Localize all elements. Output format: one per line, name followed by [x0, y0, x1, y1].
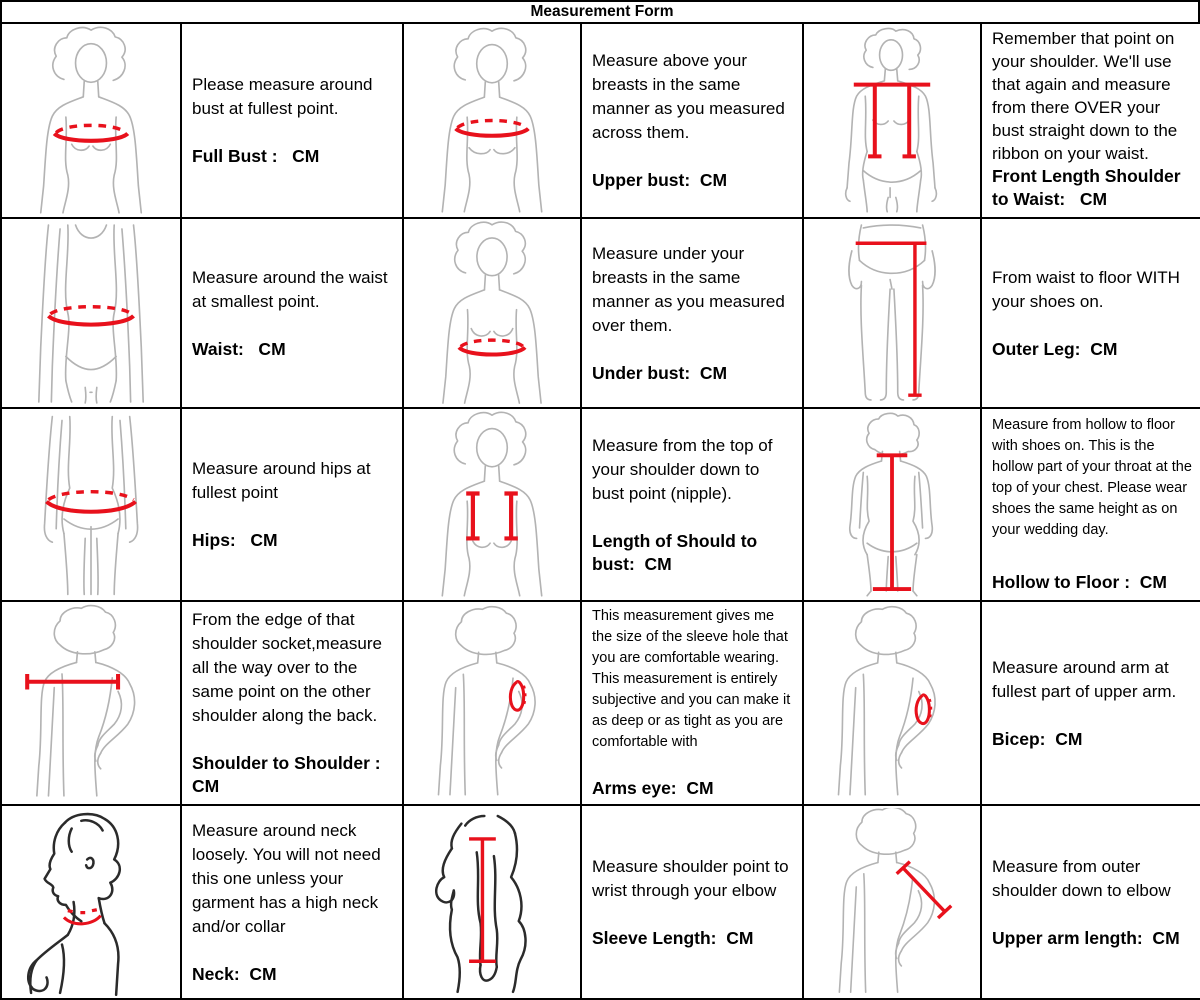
upper-bust-illustration	[404, 24, 582, 219]
outer-leg-label: Outer Leg: CM	[992, 338, 1118, 359]
hollow-to-floor-label: Hollow to Floor : CM	[992, 572, 1167, 592]
upper-bust-cell	[582, 24, 804, 219]
upper-bust-figure-icon	[406, 26, 578, 215]
full-bust-illustration	[2, 24, 182, 219]
page-title: Measurement Form	[2, 2, 1200, 24]
hips-instruction: Measure around hips at fullest point	[192, 459, 371, 502]
hips-label: Hips: CM	[192, 530, 278, 550]
upper-bust-label: Upper bust: CM	[592, 170, 728, 190]
outer-leg-illustration	[804, 219, 982, 409]
neck-figure-icon	[4, 808, 178, 996]
under-bust-figure-icon	[406, 221, 578, 405]
hollow-to-floor-instruction: Measure from hollow to floor with shoes on. This is the hollow part of your throat at the top of your chest. Please wear shoes the same height as on your wedding day.	[992, 417, 1192, 538]
shoulder-to-bust-figure-icon	[406, 411, 578, 598]
front-length-illustration	[804, 24, 982, 219]
arms-eye-illustration	[404, 602, 582, 806]
neck-illustration	[2, 806, 182, 998]
upper-arm-length-illustration	[804, 806, 982, 998]
shoulder-to-bust-instruction: Measure from the top of your shoulder down to bust point (nipple).	[592, 435, 773, 503]
hollow-to-floor-cell	[982, 409, 1200, 602]
shoulder-to-bust-label: Length of Should to bust: CM	[592, 530, 763, 574]
hips-figure-icon	[4, 411, 178, 598]
sleeve-length-label: Sleeve Length: CM	[592, 927, 754, 948]
under-bust-label: Under bust: CM	[592, 362, 728, 383]
neck-cell	[182, 806, 404, 998]
bicep-cell	[982, 602, 1200, 806]
neck-label: Neck: CM	[192, 963, 277, 984]
front-length-shoulder-to-waist-figure-icon	[806, 26, 978, 215]
shoulder-to-bust-cell	[582, 409, 804, 602]
upper-bust-instruction: Measure above your breasts in the same manner as you measured across them.	[592, 51, 785, 142]
shoulder-to-shoulder-figure-icon	[4, 604, 178, 802]
outer-leg-instruction: From waist to floor WITH your shoes on.	[992, 267, 1180, 311]
upper-arm-length-figure-icon	[806, 808, 978, 996]
full-bust-figure-icon	[4, 26, 178, 215]
bicep-illustration	[804, 602, 982, 806]
upper-arm-length-cell	[982, 806, 1200, 998]
bicep-instruction: Measure around arm at fullest part of upper arm.	[992, 657, 1177, 701]
hollow-to-floor-illustration	[804, 409, 982, 602]
hollow-to-floor-figure-icon	[806, 411, 978, 598]
sleeve-length-illustration	[404, 806, 582, 998]
outer-leg-cell	[982, 219, 1200, 409]
sleeve-length-figure-icon	[406, 808, 578, 996]
under-bust-cell	[582, 219, 804, 409]
shoulder-to-bust-illustration	[404, 409, 582, 602]
arms-eye-label: Arms eye: CM	[592, 778, 714, 798]
bicep-label: Bicep: CM	[992, 728, 1083, 749]
sleeve-length-instruction: Measure shoulder point to wrist through your elbow	[592, 856, 789, 900]
bicep-figure-icon	[806, 604, 978, 802]
outer-leg-figure-icon	[806, 221, 978, 405]
upper-arm-length-label: Upper arm length: CM	[992, 927, 1180, 948]
full-bust-label: Full Bust : CM	[192, 146, 320, 166]
shoulder-to-shoulder-instruction: From the edge of that shoulder socket,measure all the way over to the same point on the other shoulder along the back.	[192, 610, 382, 725]
waist-label: Waist: CM	[192, 338, 286, 359]
shoulder-to-shoulder-cell	[182, 602, 404, 806]
full-bust-cell	[182, 24, 404, 219]
front-length-cell	[982, 24, 1200, 219]
hips-illustration	[2, 409, 182, 602]
under-bust-instruction: Measure under your breasts in the same manner as you measured over them.	[592, 243, 785, 335]
waist-figure-icon	[4, 221, 178, 405]
arms-eye-instruction: This measurement gives me the size of the sleeve hole that you are comfortable wearing. This measurement is entirely subjective and you can make it as deep or as tight as you are comfortable with	[592, 608, 791, 750]
upper-arm-length-instruction: Measure from outer shoulder down to elbow	[992, 856, 1171, 900]
arms-eye-cell	[582, 602, 804, 806]
under-bust-illustration	[404, 219, 582, 409]
hips-cell	[182, 409, 404, 602]
waist-illustration	[2, 219, 182, 409]
waist-cell	[182, 219, 404, 409]
shoulder-to-shoulder-label: Shoulder to Shoulder : CM	[192, 753, 386, 796]
full-bust-instruction: Please measure around bust at fullest point.	[192, 75, 373, 118]
waist-instruction: Measure around the waist at smallest point.	[192, 267, 388, 311]
shoulder-to-shoulder-illustration	[2, 602, 182, 806]
front-length-label: Front Length Shoulder to Waist: CM	[992, 166, 1186, 209]
neck-instruction: Measure around neck loosely. You will not need this one unless your garment has a high neck and/or collar	[192, 820, 381, 936]
front-length-instruction: Remember that point on your shoulder. We'll use that again and measure from there OVER your bust straight down to the ribbon on your waist.	[992, 29, 1178, 163]
sleeve-length-cell	[582, 806, 804, 998]
arms-eye-figure-icon	[406, 604, 578, 802]
